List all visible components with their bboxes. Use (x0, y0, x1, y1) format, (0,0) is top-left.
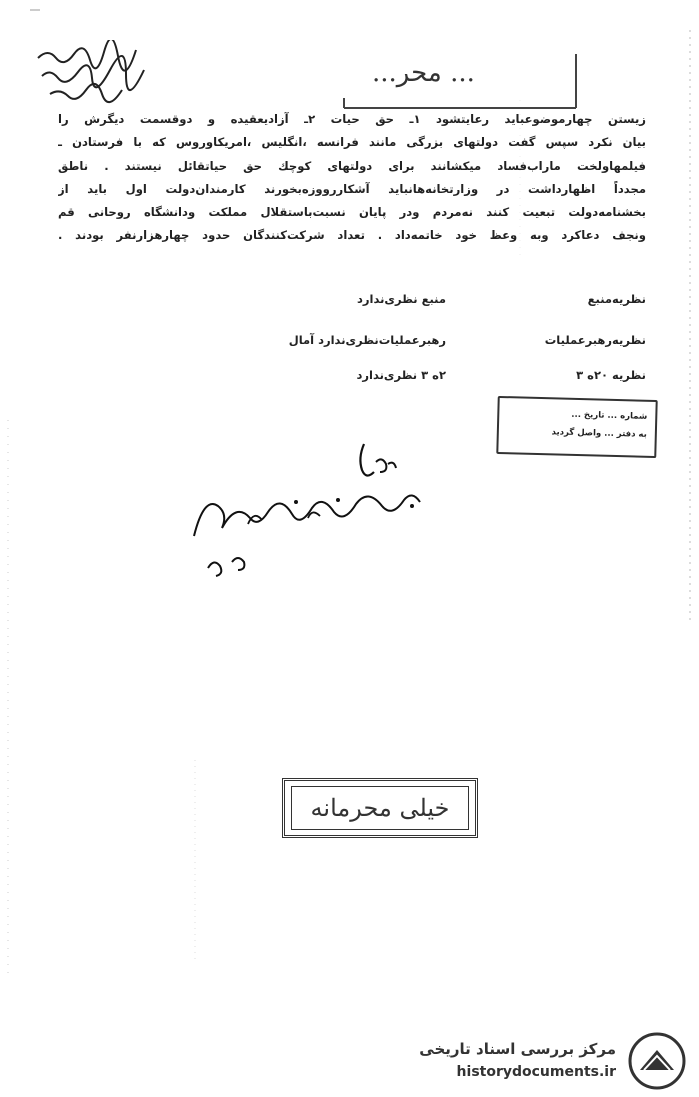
department-opinion-value: ٢ه ٣ نظری‌ندارد (356, 368, 446, 382)
body-line: بخشنامه‌دولت تبعيت كنند نه‌مردم ودر پايان نسبت‌باستقلال مملكت ودانشگاه روحانی قم (58, 205, 646, 220)
watermark-url: historydocuments.ir (456, 1064, 616, 1080)
department-opinion-row (58, 368, 646, 386)
body-line: زيستن چهارموضوعبايد رعايتشود ١ـ حق حيات ٢ـ آزادیعقيده و دوقسمت ديگرش را (58, 112, 646, 126)
body-line: ونجف دعاكرد وبه وعظ خود خاتمه‌داد . تعداد شركت‌كنندگان حدود چهارهزارنفر بودند . (58, 228, 646, 243)
classification-stamp-text: خيلی محرمانه (291, 786, 469, 830)
report-body (58, 108, 646, 248)
handwritten-signature (188, 440, 488, 580)
received-stamp-line: به دفتر ... واصل گرديد (551, 427, 647, 440)
archive-watermark (410, 1030, 692, 1090)
operations-opinion-row (58, 333, 646, 351)
received-stamp (496, 396, 657, 458)
body-line: فيلمهاولخت ماراب‌فساد ميكشانند برای دولتهای كوچك حق حياتقائل نيستند . ناطق (58, 158, 646, 173)
source-opinion-row (58, 292, 646, 310)
book-emblem-icon (626, 1032, 688, 1090)
source-opinion-value: منبع نظری‌ندارد (356, 292, 446, 306)
operations-opinion-label: نظريه‌رهبرعمليات (544, 333, 646, 347)
department-opinion-label: نظريه ٢٠ه ٣ (576, 368, 646, 382)
received-stamp-line: شماره ... تاريخ ... (571, 409, 648, 422)
operations-opinion-value: رهبرعمليات‌نظری‌ندارد آمال (288, 333, 446, 347)
classification-stamp (282, 778, 478, 838)
watermark-title: مرکز بررسی اسناد تاریخی (419, 1040, 616, 1058)
body-line: مجدداً اظهارداشت در وزارتخانه‌هانبايد آشكاررووزه‌بخورند كارمندان‌دولت اول بايد از (58, 181, 646, 196)
handwritten-corner-note (30, 40, 170, 110)
body-line: بيان نكرد سپس گفت دولتهای بزرگی مانند فرانسه ،انگليس ،امريكاوروس كه با فرستادن ـ (58, 135, 646, 150)
source-opinion-label: نظريه‌منبع (587, 292, 646, 306)
top-stamp-text: ... محر... (372, 58, 475, 88)
